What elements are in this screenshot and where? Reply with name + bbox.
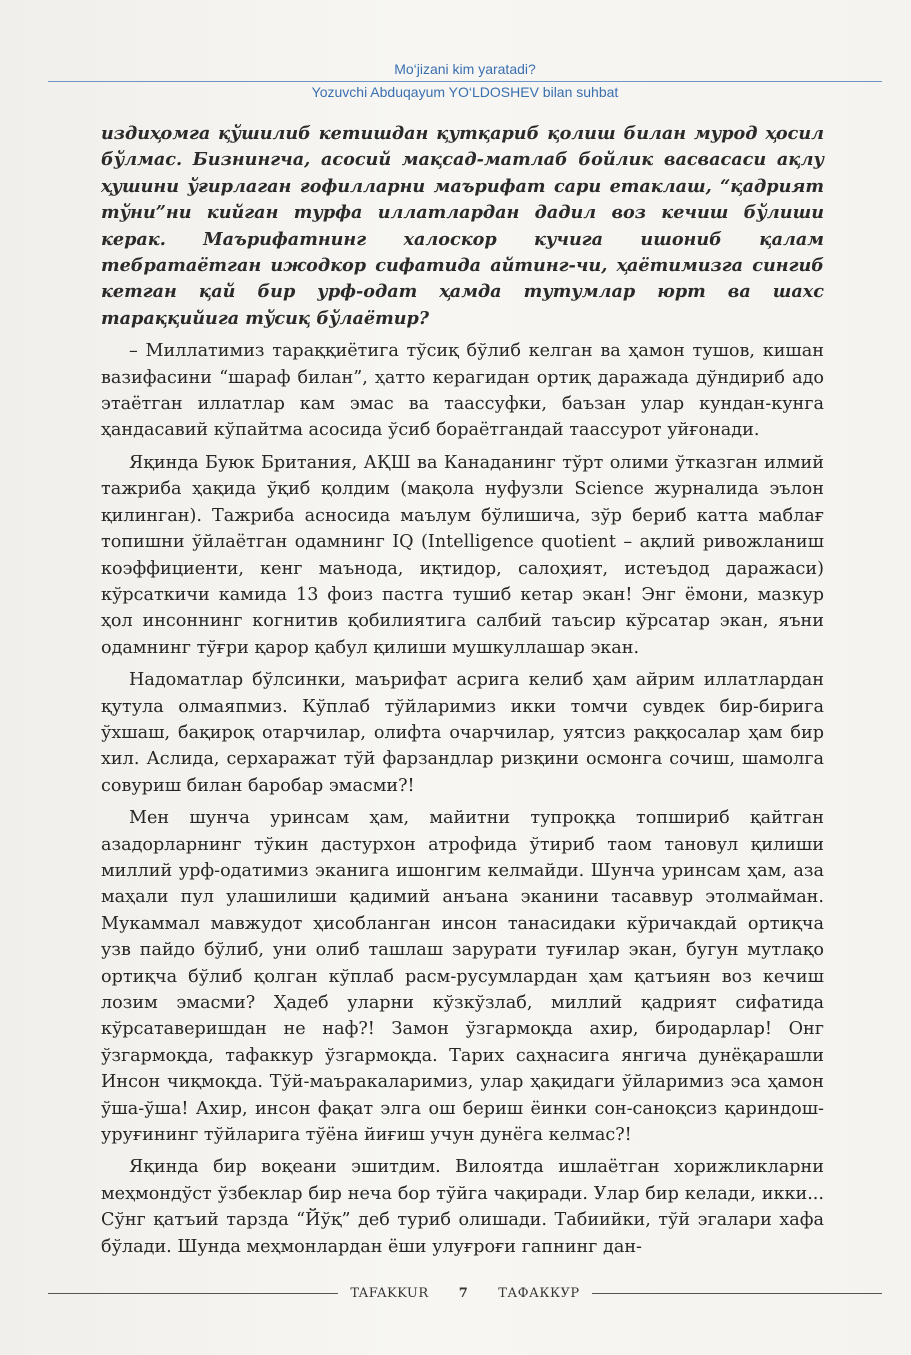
- answer-paragraph: Надоматлар бўлсинки, маърифат асрига келиб ҳам айрим иллатлардан қутула олмаяпмиз. Кўплаб тўйларимиз икки томчи сувдек бир-бирига ўхшаш, бақироқ отарчилар, олифта очарчилар, уятсиз раққосалар ҳам бир хил. Аслида, серхаражат тўй фарзандлар ризқини осмонга сочиш, шамолга совуриш билан баробар эмасми?!: [101, 670, 824, 796]
- article-body: [101, 121, 824, 1266]
- header-rule: [48, 81, 882, 82]
- interview-question: издиҳомга қўшилиб кетишдан қутқариб қолиш билан мурод ҳосил бўлмас. Бизнингча, асосий мақсад-матлаб бойлик васвасаси ақлу ҳушини ўғирлаган ғофилларни маърифат сари етаклаш, “қадрият тўни”ни кийган турфа иллатлардан дадил воз кечиш бўлиши керак. Маърифатнинг халоскор кучига ишониб қалам тебратаётган ижодкор сифатида айтинг-чи, ҳаётимизга сингиб кетган қай бир урф-одат ҳамда тутумлар юрт ва шахс тараққийига тўсиқ бўлаётир?: [101, 123, 824, 329]
- scan-speck: [28, 740, 42, 746]
- footer-journal-cyrillic: ТАФАККУР: [498, 1285, 580, 1301]
- header-subtitle: Yozuvchi Abduqayum YO‘LDOSHEV bilan suhbat: [311, 84, 619, 100]
- running-head: [48, 60, 882, 102]
- page-number: 7: [458, 1285, 469, 1301]
- footer-rule-right: [592, 1293, 882, 1294]
- footer-rule-left: [48, 1293, 338, 1294]
- footer-journal-latin: TAFAKKUR: [350, 1285, 429, 1301]
- answer-paragraph: – Миллатимиз тараққиётига тўсиқ бўлиб келган ва ҳамон тушов, кишан вазифасини “шараф билан”, ҳатто керагидан ортиқ даражада дўндириб адо этаётган иллатлар кам эмас ва таассуфки, баъзан улар кундан-кунга ҳандасавий кўпайтма асосида ўсиб бораётгандай таассурот уйғонади.: [101, 341, 824, 441]
- header-title: Mo‘jizani kim yaratadi?: [394, 61, 536, 77]
- answer-paragraph: Мен шунча уринсам ҳам, майитни тупроққа топшириб қайтган азадорларнинг тўкин дастурхон атрофида ўтириб таом тановул қилиши миллий урф-одатимиз эканига ишонгим келмайди. Шунча уринсам ҳам, аза маҳали пул улашилиши қадимий анъана эканини тасаввур этолмайман. Мукаммал мавжудот ҳисобланган инсон танасидаки кўричакдай ортиқча узв пайдо бўлиб, уни олиб ташлаш зарурати туғилар экан, бугун мутлақо ортиқча бўлиб қолган кўплаб расм-русумлардан ҳам қатъиян воз кечиш лозим эмасми? Ҳадеб уларни кўзкўзлаб, миллий қадрият сифатида кўрсатаверишдан не наф?! Замон ўзгармоқда ахир, биродарлар! Онг ўзгармоқда, тафаккур ўзгармоқда. Тарих саҳнасига янгича дунёқарашли Инсон чиқмоқда. Тўй-маъракаларимиз, улар ҳақидаги ўйларимиз эса ҳамон ўша-ўша! Ахир, инсон фақат элга ош бериш ёинки сон-саноқсиз қариндош-уруғининг тўйларига тўёна йиғиш учун дунёга келмас?!: [101, 808, 824, 1146]
- page-footer: [48, 1283, 882, 1303]
- answer-paragraph: Яқинда Буюк Британия, АҚШ ва Канаданинг тўрт олими ўтказган илмий тажриба ҳақида ўқиб қолдим (мақола нуфузли Science журналида эълон қилинган). Тажриба асносида маълум бўлишича, зўр бериб катта маблағ топишни ўйлаётган одамнинг IQ (Intelligence quotient – ақлий ривожланиш коэффициенти, кенг маънода, иқтидор, салоҳият, истеъдод даражаси) кўрсаткичи камида 13 фоиз пастга тушиб кетар экан! Энг ёмони, мазкур ҳол инсоннинг когнитив қобилиятига салбий таъсир кўрсатар экан, яъни одамнинг тўғри қарор қабул қилиши мушкуллашар экан.: [101, 452, 824, 658]
- answer-paragraph: Яқинда бир воқеани эшитдим. Вилоятда ишлаётган хорижликларни меҳмондўст ўзбеклар бир неча бор тўйга чақиради. Улар бир келади, икки... Сўнг қатъий тарзда “Йўқ” деб туриб олишади. Табиийки, тўй эгалари хафа бўлади. Шунда меҳмонлардан ёши улуғроғи гапнинг дан-: [101, 1157, 824, 1257]
